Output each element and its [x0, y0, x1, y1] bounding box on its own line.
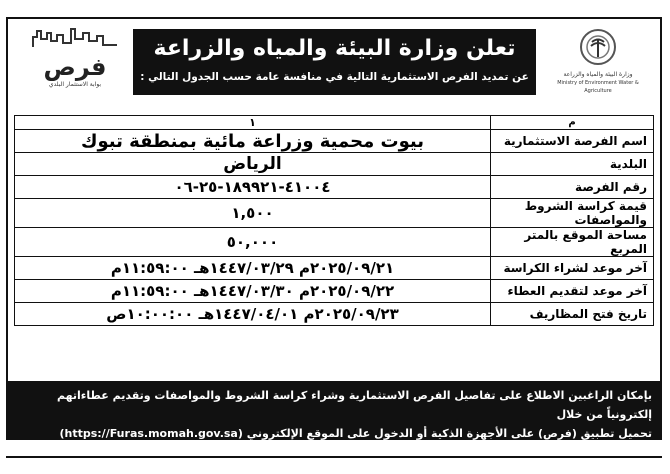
row-label: آخر موعد لتقديم العطاء [491, 280, 654, 303]
row-value: بيوت محمية وزراعة مائية بمنطقة تبوك [15, 130, 491, 153]
row-value: ٤١٠٠٤-١٨٩٩٢١-٢٥-٠٦ [15, 176, 491, 199]
table-row [15, 130, 654, 153]
opportunity-table [14, 115, 654, 326]
row-label: قيمة كراسة الشروط والمواصفات [491, 199, 654, 228]
table-row [15, 116, 654, 130]
footer-line-2: تحميل تطبيق (فرص) على الأجهزة الذكية أو الدخول على الموقع الإلكتروني (https://Furas.momah.gov.sa) [59, 427, 652, 440]
row-value: ١ [15, 116, 491, 130]
table-row [15, 257, 654, 280]
page-subtitle: عن تمديد الفرص الاستثمارية التالية في منافسة عامة حسب الجدول التالي : [140, 71, 529, 83]
ministry-logo-text-en: Ministry of Environment Water & Agriculture [557, 80, 639, 94]
palm-emblem-icon [575, 27, 621, 67]
ministry-logo [544, 27, 652, 101]
row-value: الرياض [15, 153, 491, 176]
bottom-divider [6, 456, 662, 458]
footer-notice [8, 381, 660, 438]
table-row [15, 199, 654, 228]
row-value: ٢٠٢٥/٠٩/٢٣م ١٤٤٧/٠٤/٠١هـ ١٠:٠٠:٠٠ص [15, 303, 491, 326]
row-label: تاريخ فتح المظاريف [491, 303, 654, 326]
row-label: اسم الفرصة الاستثمارية [491, 130, 654, 153]
row-label: مساحة الموقع بالمتر المربع [491, 228, 654, 257]
table-row [15, 228, 654, 257]
title-banner [133, 29, 536, 95]
row-label: م [491, 116, 654, 130]
top-cut-strip [0, 0, 670, 10]
footer-line-1: بإمكان الراغبين الاطلاع على تفاصيل الفرص الاستثمارية وشراء كراسة الشروط والمواصفات وتقديم عطاءاتهم إلكترونياً من خلال [56, 389, 652, 421]
row-value: ٥٠,٠٠٠ [15, 228, 491, 257]
skyline-icon [27, 27, 123, 49]
row-value: ١,٥٠٠ [15, 199, 491, 228]
row-value: ٢٠٢٥/٠٩/٢٢م ١٤٤٧/٠٣/٣٠هـ ١١:٥٩:٠٠م [15, 280, 491, 303]
row-label: البلدية [491, 153, 654, 176]
announcement-frame [6, 17, 662, 440]
row-value: ٢٠٢٥/٠٩/٢١م ١٤٤٧/٠٣/٢٩هـ ١١:٥٩:٠٠م [15, 257, 491, 280]
furas-logo [16, 27, 134, 101]
table-row [15, 303, 654, 326]
table-row [15, 280, 654, 303]
ministry-logo-text-ar: وزارة البيئة والمياه والزراعة [563, 71, 633, 78]
table-row [15, 153, 654, 176]
row-label: آخر موعد لشراء الكراسة [491, 257, 654, 280]
furas-logo-caption: بوابة الاستثمار البلدي [48, 81, 102, 88]
page-title: تعلن وزارة البيئة والمياه والزراعة [153, 36, 516, 61]
header [8, 19, 660, 105]
furas-logo-text: فرص [43, 53, 107, 81]
table-row [15, 176, 654, 199]
row-label: رقم الفرصة [491, 176, 654, 199]
